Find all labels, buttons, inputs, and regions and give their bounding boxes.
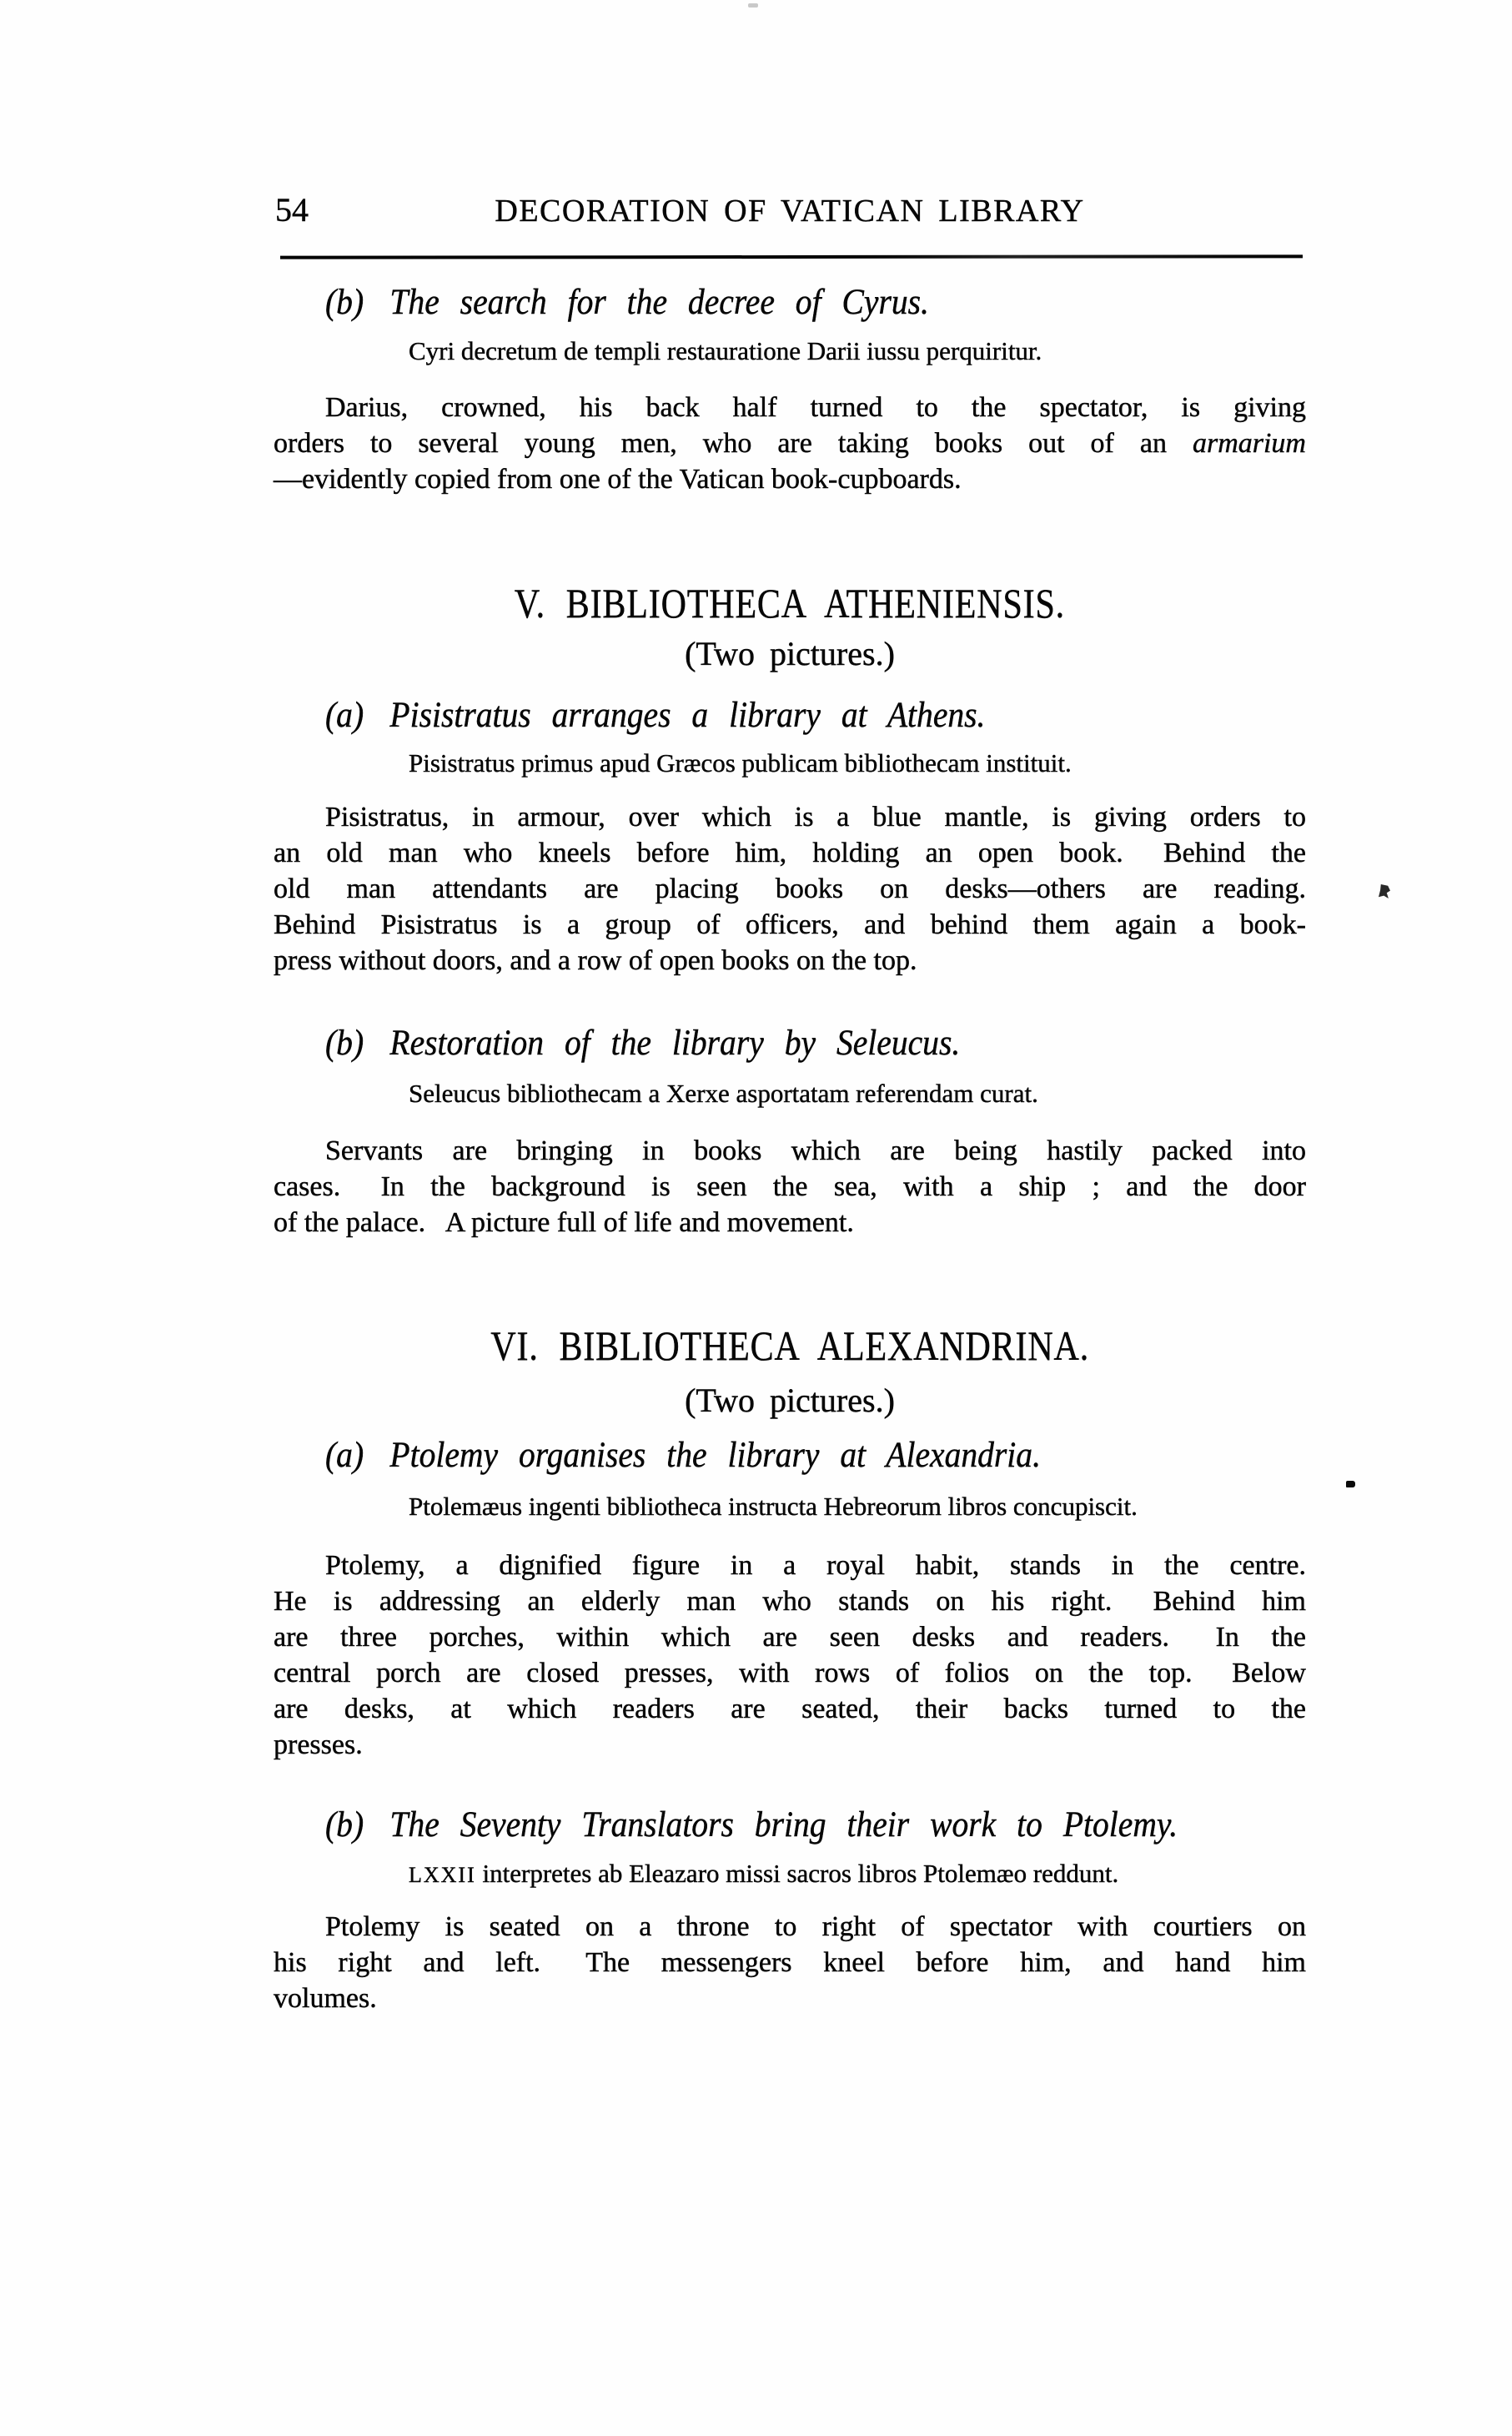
paragraph-line: of the palace. A picture full of life and movement. [274, 1207, 854, 1238]
paragraph-line: Darius, crowned, his back half turned to the spectator, is giving [325, 392, 1306, 423]
section-title: The search for the decree of Cyrus. [389, 283, 929, 322]
paragraph-line: —evidently copied from one of the Vatican book-cupboards. [274, 464, 962, 495]
paragraph-line: Behind Pisistratus is a group of officers, and behind them again a book- [274, 909, 1306, 940]
paragraph-line: an old man who kneels before him, holding an open book. Behind the [274, 838, 1306, 868]
section-heading-text: VI. BIBLIOTHECA ALEXANDRINA. [490, 1322, 1089, 1369]
italic-term: armarium [1192, 428, 1306, 459]
paragraph-line: press without doors, and a row of open books on the top. [274, 945, 917, 976]
latin-caption-seleucus: Seleucus bibliothecam a Xerxe asportatam referendam curat. [409, 1079, 1038, 1108]
section-label: (b) [325, 283, 364, 322]
section-title: Restoration of the library by Seleucus. [389, 1024, 961, 1063]
section-heading-pisistratus [325, 694, 1042, 737]
section-label: (a) [325, 696, 364, 735]
paragraph-line [274, 425, 1306, 461]
paragraph-line: cases. In the background is seen the sea, with a ship ; and the door [274, 1171, 1306, 1202]
paragraph-text: orders to several young men, who are taking books out of an [274, 428, 1193, 459]
section-heading-alexandrina [274, 1321, 1306, 1371]
page-number: 54 [275, 191, 309, 229]
paragraph-line: central porch are closed presses, with rows of folios on the top. Below [274, 1658, 1306, 1689]
paragraph-ptolemy-throne [274, 1909, 1306, 2016]
paragraph-line: are three porches, within which are seen desks and readers. In the [274, 1622, 1306, 1653]
section-label: (b) [325, 1805, 364, 1845]
section-label: (a) [325, 1436, 364, 1475]
section-heading-text: V. BIBLIOTHECA ATHENIENSIS. [514, 580, 1066, 627]
paragraph-line: Ptolemy is seated on a throne to right of spectator with courtiers on [325, 1911, 1306, 1942]
caption-text: interpretes ab Eleazaro missi sacros libros Ptolemæo reddunt. [475, 1859, 1119, 1888]
ink-speck [1346, 1481, 1355, 1487]
paragraph-servants [274, 1133, 1306, 1241]
lxxii-numeral: LXXII [409, 1863, 476, 1887]
paragraph-ptolemy-centre [274, 1548, 1306, 1763]
paragraph-darius [274, 390, 1306, 497]
section-heading-cyrus [325, 281, 982, 325]
section-heading-seleucus [325, 1022, 1015, 1065]
paragraph-line: his right and left. The messengers kneel before him, and hand him [274, 1947, 1306, 1978]
section-label: (b) [325, 1024, 364, 1063]
paragraph-line: volumes. [274, 1983, 377, 2014]
section-heading-seventy-translators [325, 1804, 1252, 1847]
paragraph-line: old man attendants are placing books on desks—others are reading. [274, 873, 1306, 904]
running-header: DECORATION OF VATICAN LIBRARY [495, 194, 1085, 229]
paragraph-line: presses. [274, 1729, 363, 1760]
paragraph-line: Ptolemy, a dignified figure in a royal habit, stands in the centre. [325, 1550, 1306, 1581]
paragraph-pisistratus [274, 799, 1306, 979]
pictures-note: (Two pictures.) [685, 635, 895, 672]
paragraph-line: Pisistratus, in armour, over which is a blue mantle, is giving orders to [325, 802, 1306, 833]
section-heading-ptolemy-organises [325, 1434, 1103, 1477]
section-heading-atheniensis [274, 578, 1306, 628]
scan-mark [748, 3, 758, 8]
paragraph-line: Servants are bringing in books which are being hastily packed into [325, 1135, 1306, 1166]
latin-caption-lxxii [409, 1858, 1118, 1891]
latin-caption-ptolemaeus: Ptolemæus ingenti bibliotheca instructa Hebreorum libros concupiscit. [409, 1492, 1138, 1521]
paragraph-line: He is addressing an elderly man who stands on his right. Behind him [274, 1586, 1306, 1617]
section-title: Ptolemy organises the library at Alexandria. [389, 1436, 1041, 1475]
latin-caption-cyrus: Cyri decretum de templi restauratione Darii iussu perquiritur. [409, 336, 1042, 365]
ink-speck [1379, 884, 1390, 898]
paragraph-line: are desks, at which readers are seated, their backs turned to the [274, 1694, 1306, 1724]
latin-caption-pisistratus: Pisistratus primus apud Græcos publicam bibliothecam instituit. [409, 748, 1072, 778]
header-rule [280, 254, 1303, 259]
pictures-note: (Two pictures.) [685, 1382, 895, 1419]
section-title: Pisistratus arranges a library at Athens. [389, 696, 986, 735]
section-title: The Seventy Translators bring their work to Ptolemy. [389, 1805, 1178, 1845]
